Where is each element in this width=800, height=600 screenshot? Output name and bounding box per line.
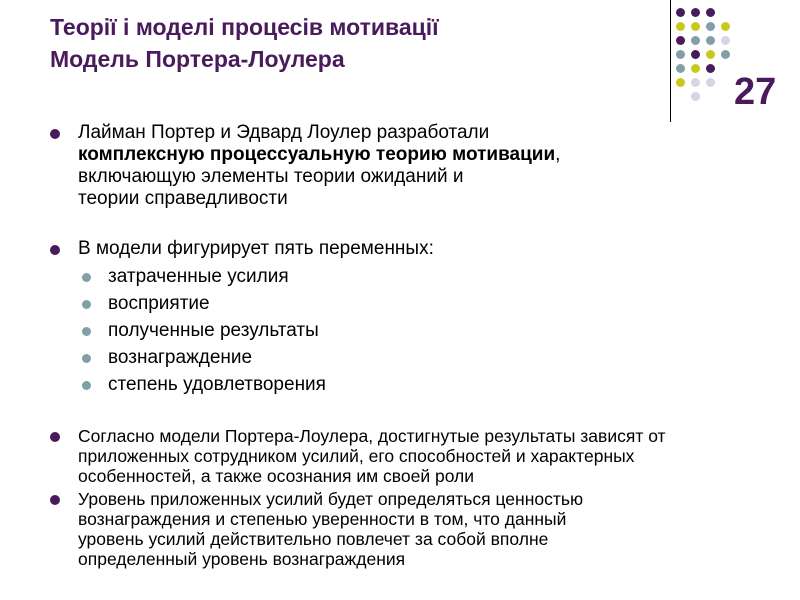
decor-dot: [691, 50, 700, 59]
sub-bullet-icon: [82, 273, 91, 282]
decor-dot: [676, 78, 685, 87]
decor-dot: [691, 22, 700, 31]
variables-lead: В модели фигурирует пять переменных:: [78, 238, 434, 259]
sub-bullet-icon: [82, 381, 91, 390]
variable-item: полученные результаты: [108, 320, 319, 341]
decor-dot: [721, 22, 730, 31]
decor-dot: [691, 92, 700, 101]
sub-bullet-icon: [82, 300, 91, 309]
variable-item: степень удовлетворения: [108, 374, 326, 395]
decor-dot: [676, 50, 685, 59]
sub-bullet-icon: [82, 354, 91, 363]
decor-dot: [676, 36, 685, 45]
intro-comma: ,: [555, 144, 561, 165]
bullet-icon: [50, 245, 60, 255]
decor-dot: [706, 64, 715, 73]
decor-dot: [691, 64, 700, 73]
paragraph-line: уровень усилий действительно повлечет за собой вполне: [78, 529, 549, 549]
intro-line: теории справедливости: [78, 188, 288, 209]
intro-line: включающую элементы теории ожиданий и: [78, 166, 464, 187]
decor-dot: [691, 36, 700, 45]
paragraph-line: приложенных сотрудником усилий, его способностей и характерных: [78, 446, 635, 466]
paragraph-line: определенный уровень вознаграждения: [78, 549, 406, 569]
header-divider: [670, 0, 671, 122]
intro-paragraph: [78, 122, 560, 210]
paragraph-line: Согласно модели Портера-Лоулера, достигнутые результаты зависят от: [78, 426, 666, 446]
intro-line: Лайман Портер и Эдвард Лоулер разработали: [78, 122, 490, 143]
paragraph-line: вознаграждения и степенью уверенности в том, что данный: [78, 509, 567, 529]
variable-item: восприятие: [108, 293, 210, 314]
intro-line: [78, 144, 560, 166]
bullet-icon: [50, 432, 60, 442]
paragraph-results: [78, 426, 778, 486]
paragraph-effort: [78, 489, 778, 569]
decor-dot: [676, 64, 685, 73]
decor-dot: [676, 8, 685, 17]
decor-dot: [706, 36, 715, 45]
bullet-icon: [50, 495, 60, 505]
decor-dot: [706, 22, 715, 31]
decor-dot: [721, 36, 730, 45]
slide-subtitle: Модель Портера-Лоулера: [50, 46, 345, 72]
page-number: 27: [734, 71, 777, 113]
paragraph-line: Уровень приложенных усилий будет определяться ценностью: [78, 489, 584, 509]
intro-bold-text: комплексную процессуальную теорию мотивации: [78, 144, 556, 165]
decor-dot: [706, 8, 715, 17]
decor-dot: [706, 78, 715, 87]
slide-title: Теорії і моделі процесів мотивації: [50, 14, 439, 40]
decor-dot: [691, 78, 700, 87]
variable-item: вознаграждение: [108, 347, 253, 368]
variable-item: затраченные усилия: [108, 266, 289, 287]
bullet-icon: [50, 129, 60, 139]
decor-dot: [691, 8, 700, 17]
decor-dot: [721, 50, 730, 59]
decor-dot: [676, 22, 685, 31]
paragraph-line: особенностей, а также осознания им своей роли: [78, 466, 475, 486]
decor-dot: [706, 50, 715, 59]
sub-bullet-icon: [82, 327, 91, 336]
